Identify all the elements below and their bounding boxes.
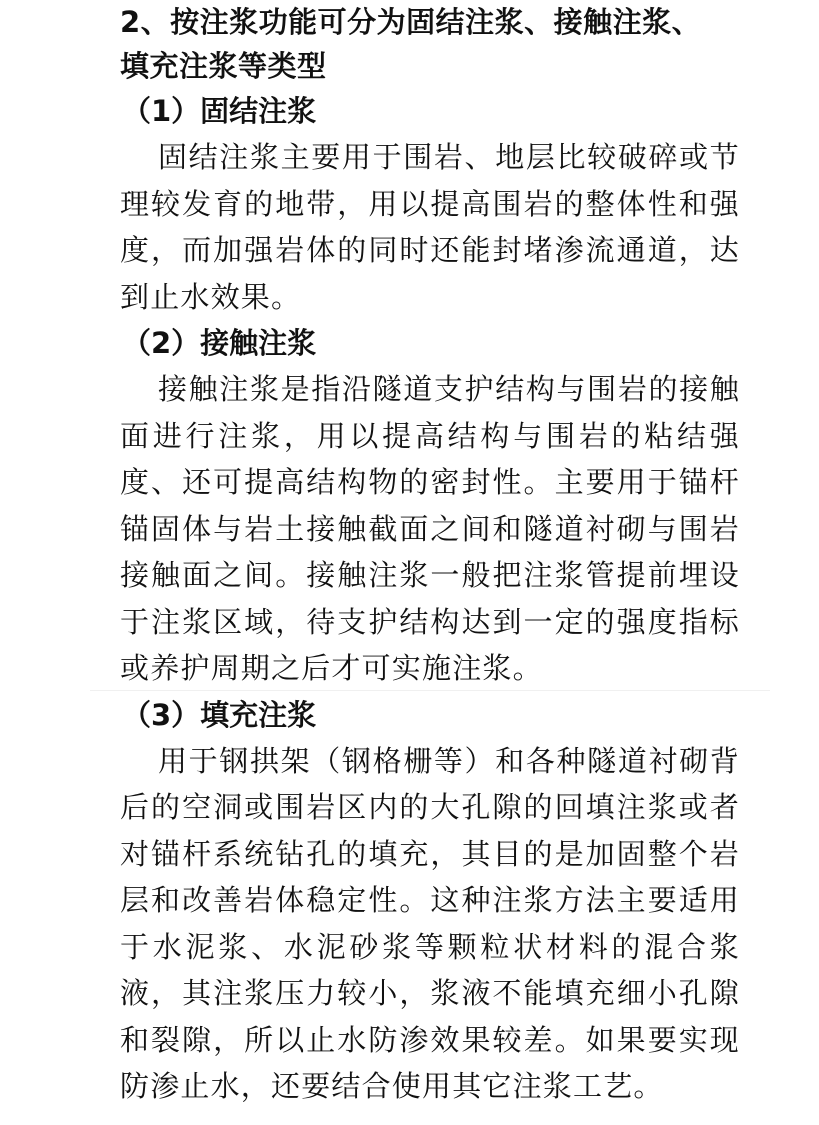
- page-divider: [90, 690, 770, 691]
- section-fill-grouting: [120, 692, 740, 1110]
- section-body: 接触注浆是指沿隧道支护结构与围岩的接触面进行注浆，用以提高结构与围岩的粘结强度、还可提高结构物的密封性。主要用于锚杆锚固体与岩土接触截面之间和隧道衬砌与围岩接触面之间。接触注浆一般把注浆管提前埋设于注浆区域，待支护结构达到一定的强度指标或养护周期之后才可实施注浆。: [120, 372, 740, 685]
- section-body: 固结注浆主要用于围岩、地层比较破碎或节理较发育的地带，用以提高围岩的整体性和强度，而加强岩体的同时还能封堵渗流通道，达到止水效果。: [120, 140, 740, 314]
- section-title: （1）固结注浆: [122, 94, 317, 128]
- main-heading: [120, 0, 740, 88]
- document-page: [120, 0, 740, 1110]
- section-consolidation-grouting: [120, 88, 740, 320]
- section-title: （3）填充注浆: [122, 697, 317, 732]
- section-title: （2）接触注浆: [122, 326, 317, 360]
- main-heading-line-2: 填充注浆等类型: [120, 49, 327, 83]
- section-body: 用于钢拱架（钢格栅等）和各种隧道衬砌背后的空洞或围岩区内的大孔隙的回填注浆或者对锚杆系统钻孔的填充，其目的是加固整个岩层和改善岩体稳定性。这种注浆方法主要适用于水泥浆、水泥砂浆等颗粒状材料的混合浆液，其注浆压力较小，浆液不能填充细小孔隙和裂隙，所以止水防渗效果较差。如果要实现防渗止水，还要结合使用其它注浆工艺。: [120, 743, 740, 1103]
- main-heading-line-1: 2、按注浆功能可分为固结注浆、接触注浆、: [120, 5, 702, 39]
- section-contact-grouting: [120, 320, 740, 692]
